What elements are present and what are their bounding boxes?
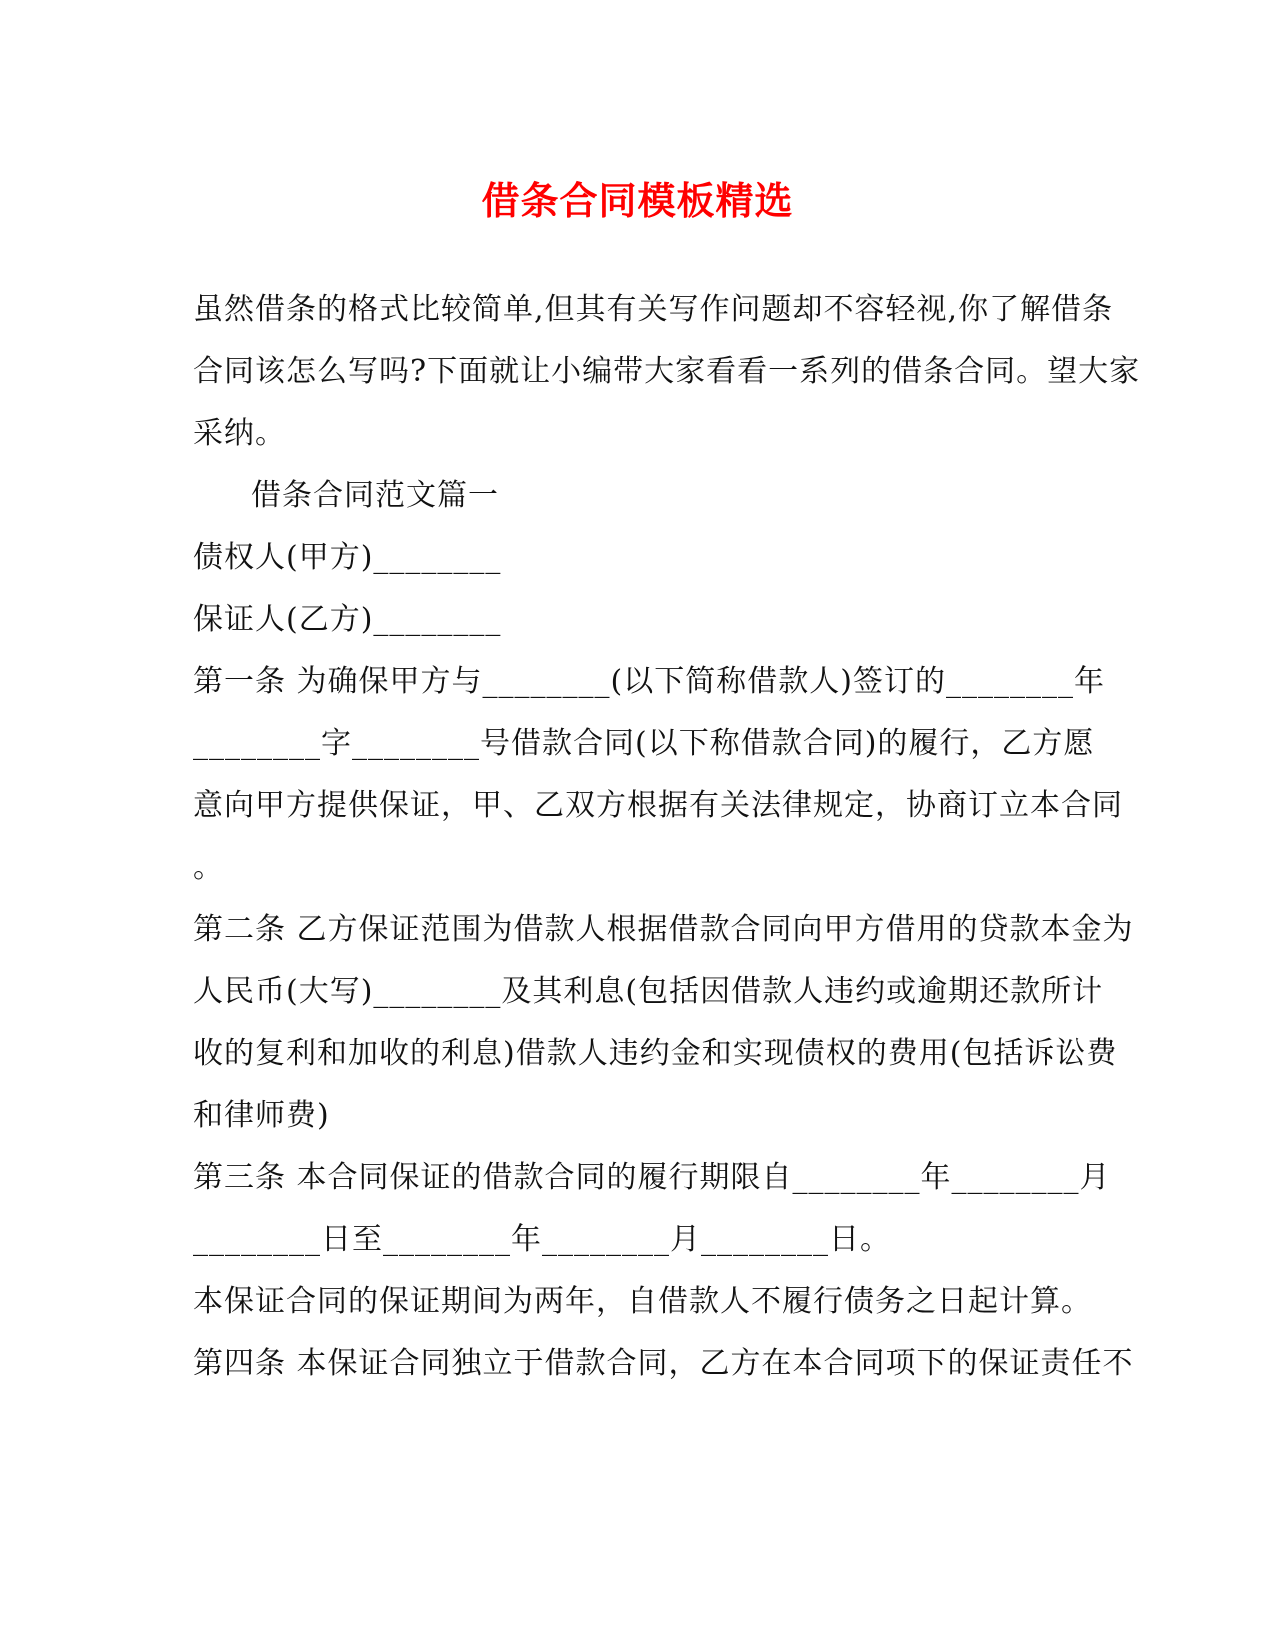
intro-line-3: 采纳。 xyxy=(193,416,286,451)
intro-line-2: 合同该怎么写吗?下面就让小编带大家看看一系列的借条合同。望大家 xyxy=(193,354,1141,389)
article-1-line-3: 意向甲方提供保证，甲、乙双方根据有关法律规定，协商订立本合同 xyxy=(193,788,1123,823)
article-2-line-2: 人民币(大写)________及其利息(包括因借款人违约或逾期还款所计 xyxy=(193,974,1104,1009)
creditor-line: 债权人(甲方)________ xyxy=(193,540,502,575)
article-4-line-1: 第四条 本保证合同独立于借款合同，乙方在本合同项下的保证责任不 xyxy=(193,1346,1134,1381)
article-3-line-1: 第三条 本合同保证的借款合同的履行期限自________年________月 xyxy=(193,1160,1111,1195)
article-1-line-1: 第一条 为确保甲方与________(以下简称借款人)签订的________年 xyxy=(193,664,1105,699)
intro-line-1: 虽然借条的格式比较简单,但其有关写作问题却不容轻视,你了解借条 xyxy=(193,292,1114,327)
guarantee-period-line: 本保证合同的保证期间为两年，自借款人不履行债务之日起计算。 xyxy=(193,1284,1092,1319)
article-2-line-1: 第二条 乙方保证范围为借款人根据借款合同向甲方借用的贷款本金为 xyxy=(193,912,1134,947)
document-title: 借条合同模板精选 xyxy=(481,178,794,223)
article-1-line-4: 。 xyxy=(193,850,224,885)
section-heading: 借条合同范文篇一 xyxy=(251,478,499,513)
article-1-line-2: ________字________号借款合同(以下称借款合同)的履行，乙方愿 xyxy=(193,726,1095,761)
article-3-line-2: ________日至________年________月________日。 xyxy=(193,1222,891,1257)
article-2-line-4: 和律师费) xyxy=(193,1098,330,1133)
article-2-line-3: 收的复利和加收的利息)借款人违约金和实现债权的费用(包括诉讼费 xyxy=(193,1036,1118,1071)
guarantor-line: 保证人(乙方)________ xyxy=(193,602,502,637)
